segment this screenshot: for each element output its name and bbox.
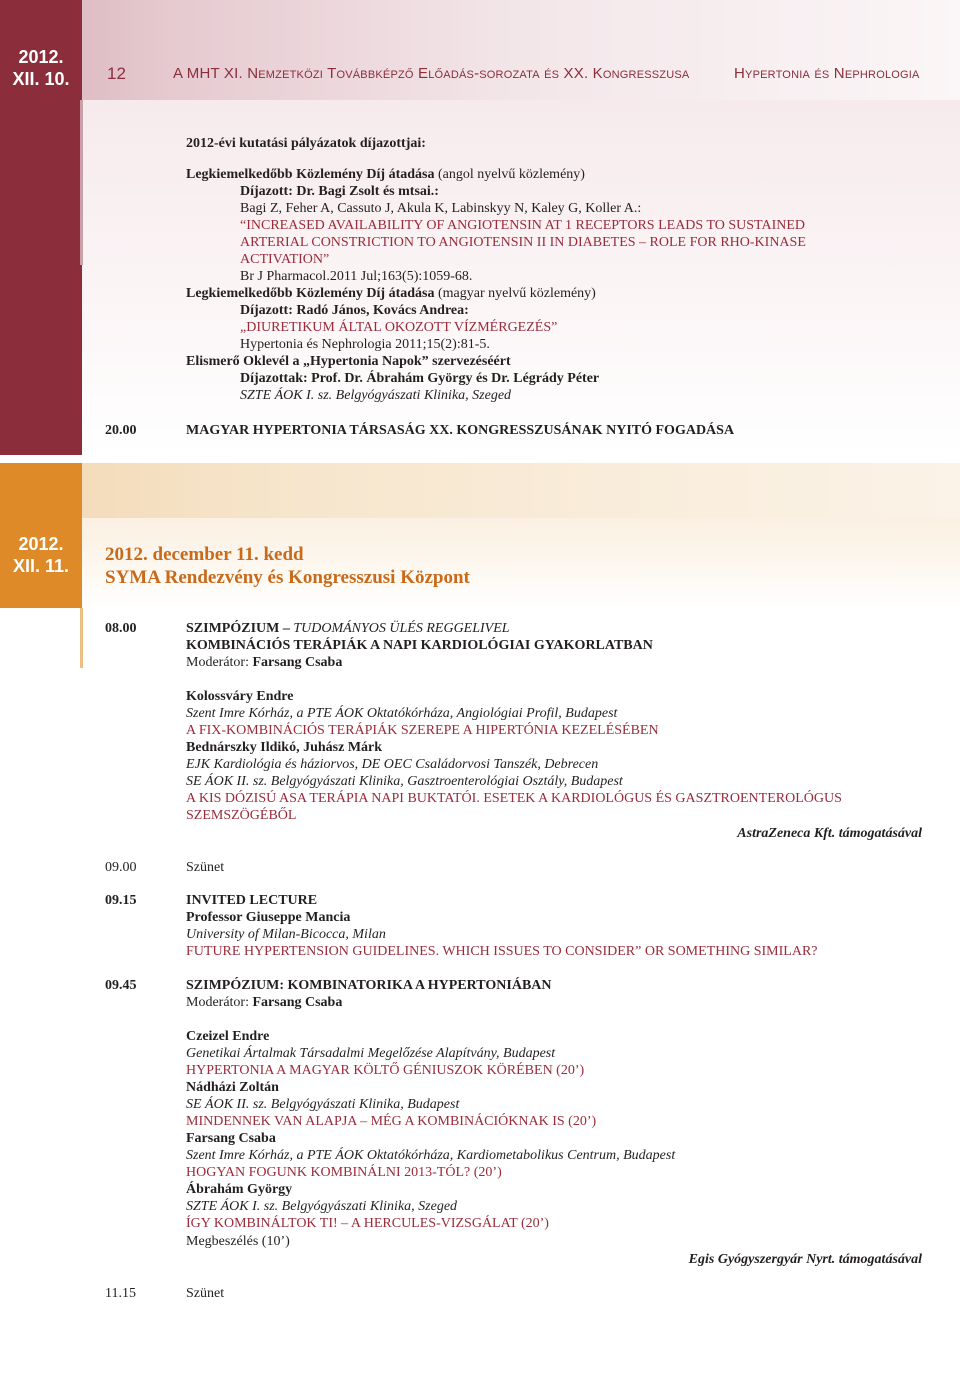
s1-t1-speaker: Kolossváry Endre — [186, 689, 294, 704]
s3-t4-title: ÍGY KOMBINÁLTOK TI! – A HERCULES-VIZSGÁLAT (20’) — [186, 1216, 549, 1231]
s1-moderator-line — [186, 654, 342, 671]
s1-t2-affiliation-2: SE ÁOK II. sz. Belgyógyászati Klinika, Gasztroenterológiai Osztály, Budapest — [186, 774, 623, 789]
award3-affiliation: SZTE ÁOK I. sz. Belgyógyászati Klinika, Szeged — [240, 388, 512, 403]
s3-sponsor: Egis Gyógyszergyár Nyrt. támogatásával — [688, 1252, 922, 1267]
sidebar-divider — [80, 100, 83, 265]
s2-talk-title: FUTURE HYPERTENSION GUIDELINES. WHICH ISSUES TO CONSIDER” OR SOMETHING SIMILAR? — [186, 944, 818, 959]
s1-t2-speaker: Bednárszky Ildikó, Juhász Márk — [186, 740, 383, 755]
award3-title: Elismerő Oklevél a „Hypertonia Napok” szervezéséért — [186, 354, 511, 369]
award1-line — [186, 166, 585, 183]
break2-label: Szünet — [186, 1286, 225, 1301]
award1-reference: Br J Pharmacol.2011 Jul;163(5):1059-68. — [240, 269, 473, 284]
awards-heading: 2012-évi kutatási pályázatok díjazottjai: — [186, 136, 426, 151]
break2-time: 11.15 — [105, 1286, 136, 1301]
day1-date-day: XII. 10. — [12, 69, 70, 89]
award2-paper: „DIURETIKUM ÁLTAL OKOZOTT VÍZMÉRGEZÉS” — [240, 320, 558, 335]
s3-t1-speaker: Czeizel Endre — [186, 1029, 270, 1044]
day1-date-year: 2012. — [18, 47, 64, 67]
s1-moderator: Farsang Csaba — [252, 655, 343, 670]
s3-moderator: Farsang Csaba — [252, 995, 343, 1010]
award1-winner: Díjazott: Dr. Bagi Zsolt és mtsai.: — [240, 184, 439, 199]
day2-title-venue: SYMA Rendezvény és Kongresszusi Központ — [105, 567, 470, 588]
s3-title: SZIMPÓZIUM: KOMBINATORIKA A HYPERTONIÁBAN — [186, 978, 552, 993]
s3-discussion: Megbeszélés (10’) — [186, 1234, 290, 1249]
day1-background — [82, 100, 960, 455]
s2-title: INVITED LECTURE — [186, 893, 318, 908]
day2-title-date: 2012. december 11. kedd — [105, 544, 304, 565]
s3-t4-speaker: Ábrahám György — [186, 1182, 293, 1197]
award2-line — [186, 285, 596, 302]
day1-date-label — [0, 46, 82, 90]
s3-t2-title: MINDENNEK VAN ALAPJA – MÉG A KOMBINÁCIÓKNAK IS (20’) — [186, 1114, 597, 1129]
s3-t3-affiliation: Szent Imre Kórház, a PTE ÁOK Oktatókórháza, Kardiometabolikus Centrum, Budapest — [186, 1148, 676, 1163]
s1-subtitle: KOMBINÁCIÓS TERÁPIÁK A NAPI KARDIOLÓGIAI GYAKORLATBAN — [186, 638, 653, 653]
award1-paper-line2: ARTERIAL CONSTRICTION TO ANGIOTENSIN II IN DIABETES – ROLE FOR RHO-KINASE — [240, 235, 806, 250]
award1-note: (angol nyelvű közlemény) — [434, 167, 585, 182]
running-header-right: Hypertonia és Nephrologia — [734, 65, 920, 82]
s3-t2-speaker: Nádházi Zoltán — [186, 1080, 279, 1095]
day2-header-band — [0, 463, 960, 518]
award2-reference: Hypertonia és Nephrologia 2011;15(2):81-5. — [240, 337, 490, 352]
s3-t3-title: HOGYAN FOGUNK KOMBINÁLNI 2013-TÓL? (20’) — [186, 1165, 502, 1180]
s2-speaker: Professor Giuseppe Mancia — [186, 910, 351, 925]
s3-moderator-line — [186, 994, 342, 1011]
s1-t2-affiliation-1: EJK Kardiológia és háziorvos, DE OEC Családorvosi Tanszék, Debrecen — [186, 757, 599, 772]
award2-winner: Díjazott: Radó János, Kovács Andrea: — [240, 303, 469, 318]
s1-t2-title-line2: SZEMSZÖGÉBŐL — [186, 808, 297, 823]
day2-date-label — [0, 533, 82, 577]
day2-date-year: 2012. — [18, 534, 64, 554]
reception-title: MAGYAR HYPERTONIA TÁRSASÁG XX. KONGRESSZUSÁNAK NYITÓ FOGADÁSA — [186, 423, 735, 438]
s3-time: 09.45 — [105, 978, 137, 993]
sidebar-divider — [80, 608, 83, 668]
s1-time: 08.00 — [105, 621, 137, 636]
award1-paper-line1: “INCREASED AVAILABILITY OF ANGIOTENSIN AT 1 RECEPTORS LEADS TO SUSTAINED — [240, 218, 806, 233]
s1-moderator-label: Moderátor: — [186, 655, 253, 670]
award1-paper-line3: ACTIVATION” — [240, 252, 330, 267]
break1-label: Szünet — [186, 860, 225, 875]
s1-t1-affiliation: Szent Imre Kórház, a PTE ÁOK Oktatókórháza, Angiológiai Profil, Budapest — [186, 706, 618, 721]
s3-t4-affiliation: SZTE ÁOK I. sz. Belgyógyászati Klinika, Szeged — [186, 1199, 458, 1214]
s1-title — [186, 620, 510, 637]
s1-title-suffix: TUDOMÁNYOS ÜLÉS REGGELIVEL — [293, 621, 510, 636]
reception-time: 20.00 — [105, 423, 137, 438]
page-number: 12 — [107, 64, 126, 83]
award1-title: Legkiemelkedőbb Közlemény Díj átadása — [186, 167, 435, 182]
s3-moderator-label: Moderátor: — [186, 995, 253, 1010]
s1-title-prefix: SZIMPÓZIUM – — [186, 621, 294, 636]
day1-header-band — [0, 0, 960, 100]
s2-time: 09.15 — [105, 893, 137, 908]
s3-t2-affiliation: SE ÁOK II. sz. Belgyógyászati Klinika, Budapest — [186, 1097, 460, 1112]
s3-t1-title: HYPERTONIA A MAGYAR KÖLTŐ GÉNIUSZOK KÖRÉBEN (20’) — [186, 1063, 585, 1078]
s3-t1-affiliation: Genetikai Ártalmak Társadalmi Megelőzése Alapítvány, Budapest — [186, 1046, 556, 1061]
award2-note: (magyar nyelvű közlemény) — [434, 286, 596, 301]
s1-sponsor: AstraZeneca Kft. támogatásával — [737, 826, 922, 841]
award3-winner: Díjazottak: Prof. Dr. Ábrahám György és Dr. Légrády Péter — [240, 371, 600, 386]
running-header-left: A MHT XI. Nemzetközi Továbbképző Előadás-sorozata és XX. Kongresszusa — [173, 65, 690, 82]
break1-time: 09.00 — [105, 860, 137, 875]
s1-t1-title: A FIX-KOMBINÁCIÓS TERÁPIÁK SZEREPE A HIPERTÓNIA KEZELÉSÉBEN — [186, 723, 659, 738]
s2-affiliation: University of Milan-Bicocca, Milan — [186, 927, 386, 942]
day2-date-day: XII. 11. — [12, 556, 70, 576]
s3-t3-speaker: Farsang Csaba — [186, 1131, 276, 1146]
award1-authors: Bagi Z, Feher A, Cassuto J, Akula K, Labinskyy N, Kaley G, Koller A.: — [240, 201, 642, 216]
s1-t2-title-line1: A KIS DÓZISÚ ASA TERÁPIA NAPI BUKTATÓI. ESETEK A KARDIOLÓGUS ÉS GASZTROENTEROLÓGUS — [186, 791, 842, 806]
award2-title: Legkiemelkedőbb Közlemény Díj átadása — [186, 286, 435, 301]
